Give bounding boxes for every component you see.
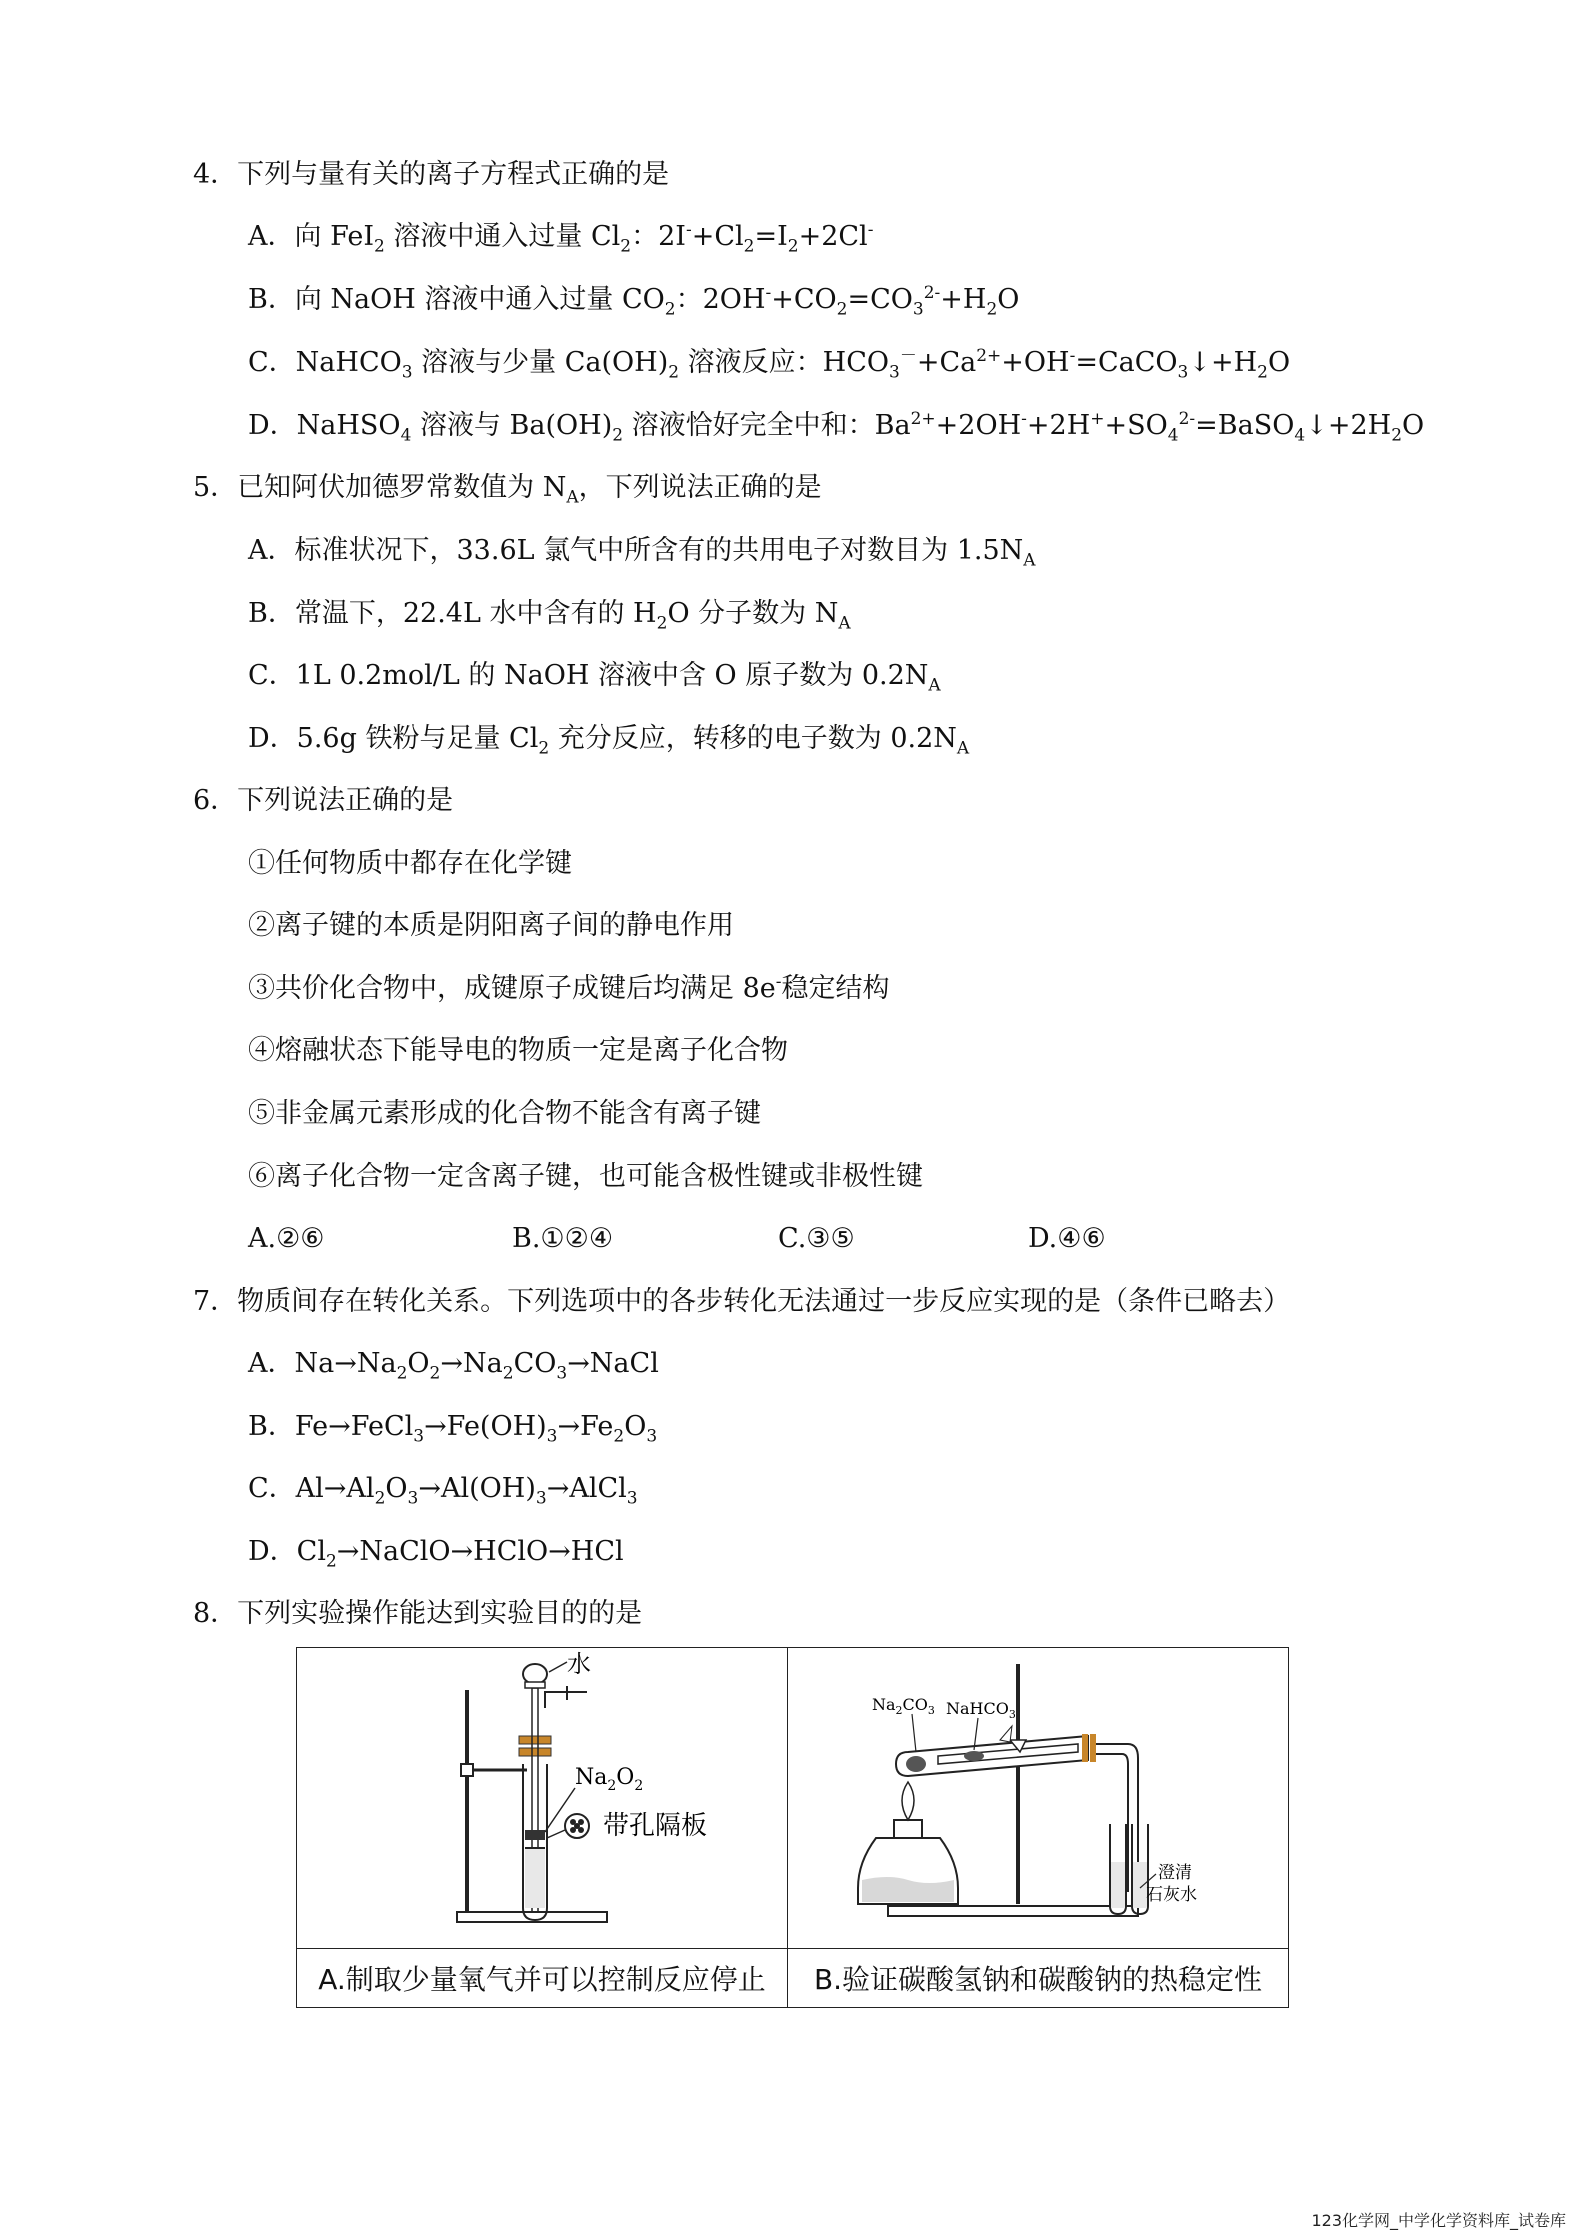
- label-na2o2: $Na_2O_2$: [575, 1765, 644, 1794]
- q7-option-a: A．$Na\to Na_2O_2\to Na_2CO_3\to NaCl$: [248, 1348, 659, 1384]
- fig-b-cell: [788, 1648, 1289, 1949]
- q8-stem: 8．下列实验操作能达到实验目的的是: [193, 1598, 643, 1629]
- q5-stem: 5．已知阿伏加德罗常数值为 $N_A$，下列说法正确的是: [193, 472, 822, 508]
- label-clear: 澄清: [1158, 1863, 1192, 1883]
- label-perforated-plate: 带孔隔板: [603, 1811, 708, 1841]
- q4-option-a: A．向 FeI$_2$ 溶液中通入过量 $Cl_2$：$2I^-+Cl_2=I_2+2Cl^-$: [248, 220, 874, 257]
- q4-option-b: B．向 NaOH 溶液中通入过量 $CO_2$：$2OH^-+CO_2=CO_3^{2-}+H_2O$: [248, 283, 1020, 320]
- thermal-stability-diagram: [788, 1648, 1288, 1944]
- q4-option-d: D．NaHSO$_4$ 溶液与 $Ba(OH)_2$ 溶液恰好完全中和：$Ba^{2+}+2OH^-+2H^++SO_4^{2-}=BaSO_4↓+2H_2O$: [248, 409, 1425, 446]
- q4-option-c: C．NaHCO$_3$ 溶液与少量 $Ca(OH)_2$ 溶液反应：$HCO_3^-+Ca^{2+}+OH^-=CaCO_3↓+H_2O$: [248, 346, 1291, 383]
- q8-figure-table: [296, 1647, 1289, 2008]
- label-nahco3: NaHCO$_3$: [946, 1699, 1016, 1721]
- q6-statement-1: ①任何物质中都存在化学键: [248, 848, 572, 879]
- label-na2co3: $Na_2CO_3$: [872, 1695, 935, 1717]
- q6-statement-3: ③共价化合物中，成键原子成键后均满足 8e-稳定结构: [248, 972, 890, 1004]
- fig-a-cell: [297, 1648, 788, 1949]
- fig-b-caption: B.验证碳酸氢钠和碳酸钠的热稳定性: [788, 1949, 1289, 2008]
- q6-choice-d: D.④⑥: [1028, 1223, 1106, 1254]
- oxygen-apparatus-diagram: [297, 1648, 787, 1944]
- q5-option-d: D．5.6g 铁粉与足量 $Cl_2$ 充分反应，转移的电子数为 $0.2N_A$: [248, 723, 970, 759]
- q7-option-c: C．$Al\to Al_2O_3\to Al(OH)_3\to AlCl_3$: [248, 1473, 638, 1509]
- q7-stem: 7．物质间存在转化关系。下列选项中的各步转化无法通过一步反应实现的是（条件已略去）: [193, 1286, 1291, 1317]
- q6-statement-2: ②离子键的本质是阴阳离子间的静电作用: [248, 910, 734, 941]
- fig-a-caption: A.制取少量氧气并可以控制反应停止: [297, 1949, 788, 2008]
- q6-stem: 6．下列说法正确的是: [193, 785, 454, 816]
- footer-watermark: 123化学网_中学化学资料库_试卷库: [1311, 2211, 1566, 2230]
- q7-option-d: D．$Cl_2\to NaClO\to HClO\to HCl$: [248, 1536, 624, 1572]
- q7-option-b: B．$Fe\to FeCl_3\to Fe(OH)_3\to Fe_2O_3$: [248, 1411, 658, 1447]
- q5-option-b: B．常温下，22.4L 水中含有的 $H_2O$ 分子数为 $N_A$: [248, 598, 851, 634]
- q6-statement-6: ⑥离子化合物一定含离子键，也可能含极性键或非极性键: [248, 1161, 923, 1192]
- q6-statement-4: ④熔融状态下能导电的物质一定是离子化合物: [248, 1035, 788, 1066]
- q6-choice-b: B.①②④: [512, 1223, 614, 1254]
- q5-option-a: A．标准状况下，33.6L 氯气中所含有的共用电子对数目为 $1.5N_A$: [248, 535, 1036, 571]
- q6-statement-5: ⑤非金属元素形成的化合物不能含有离子键: [248, 1098, 761, 1129]
- q4-stem: 4．下列与量有关的离子方程式正确的是: [193, 159, 670, 190]
- q6-choice-c: C.③⑤: [778, 1223, 855, 1254]
- label-lime-water: 石灰水: [1146, 1885, 1197, 1905]
- label-water: 水: [567, 1650, 591, 1678]
- q6-choice-a: A.②⑥: [248, 1223, 325, 1254]
- q5-option-c: C．1L 0.2mol/L 的 NaOH 溶液中含 O 原子数为 $0.2N_A$: [248, 660, 941, 696]
